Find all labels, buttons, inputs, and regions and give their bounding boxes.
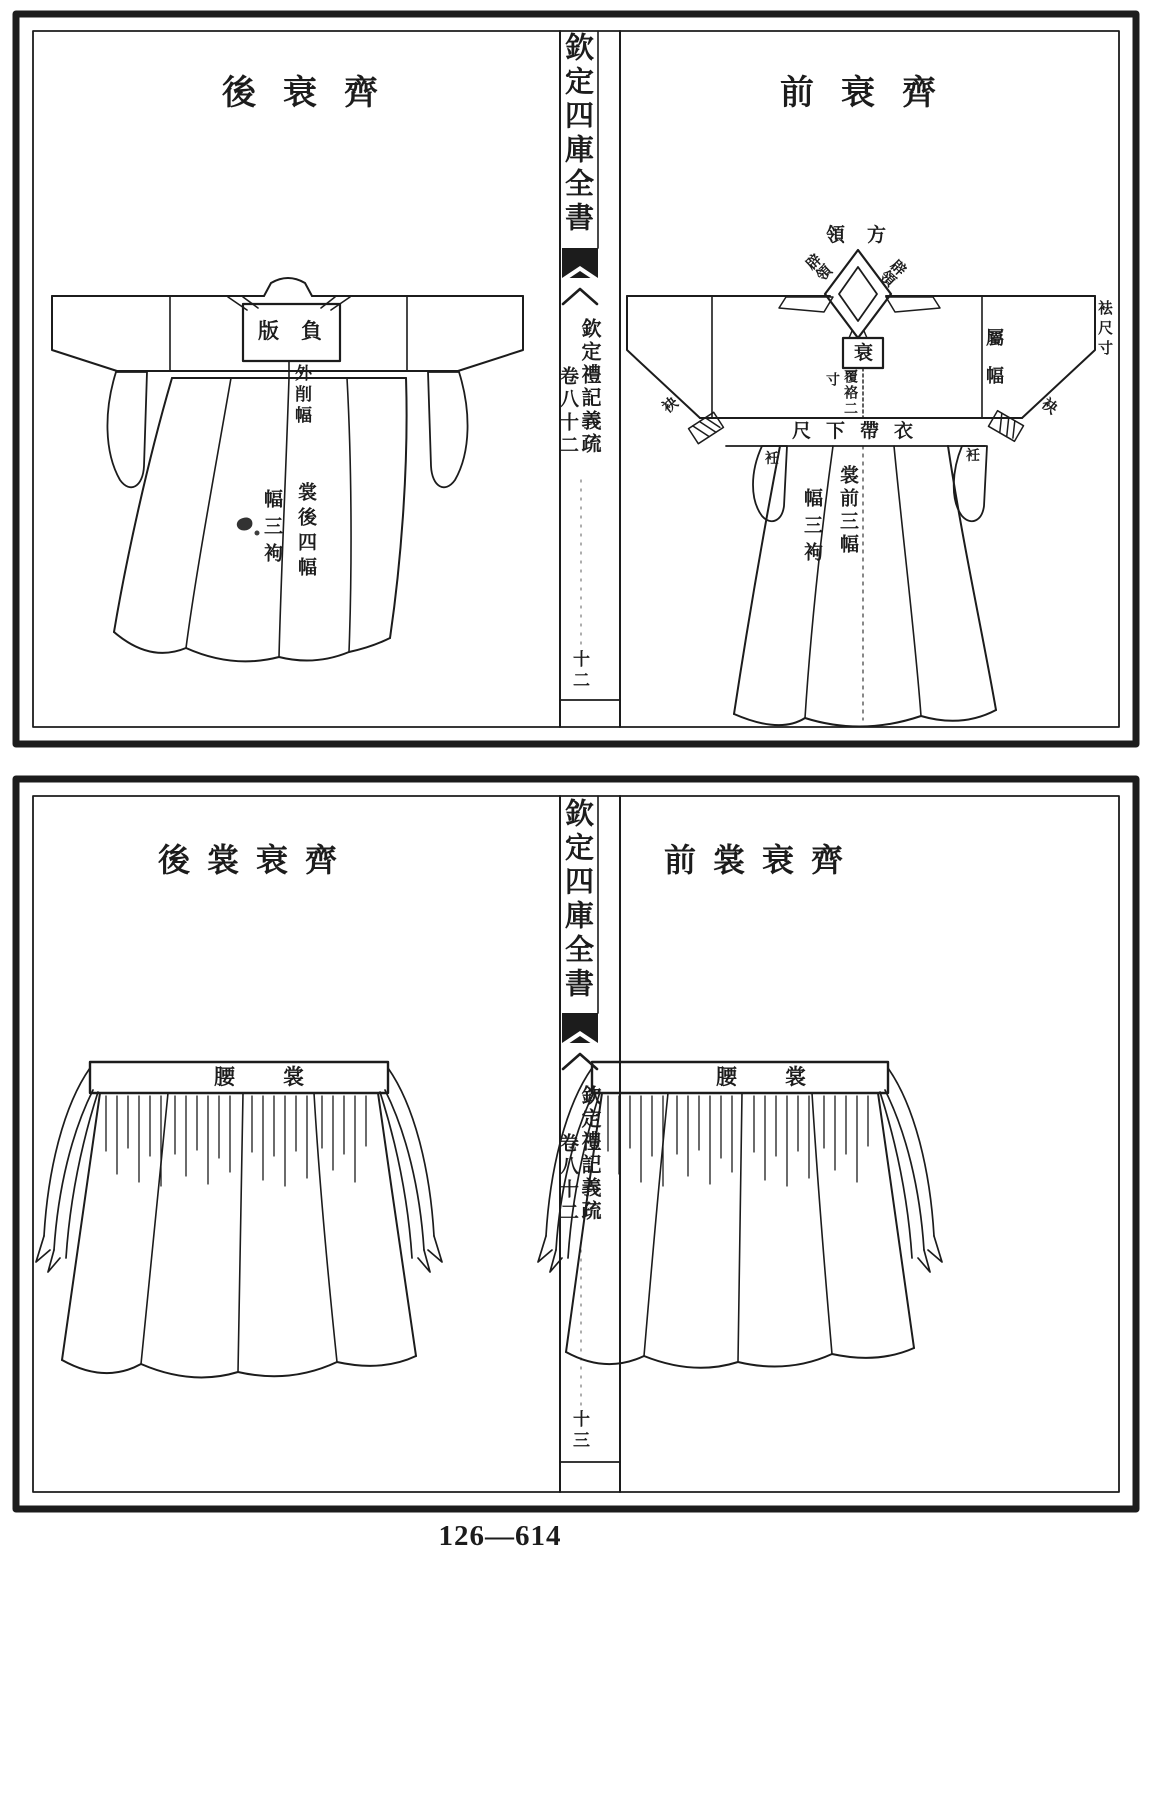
patch-note-main: 覆袼二 [842,369,858,417]
tie-knot-icon-right [989,411,1024,442]
sleeve-left-label: 袂 [658,393,682,417]
catalog-number: 126—614 [438,1520,562,1552]
back-patch-label: 版負 [258,319,344,343]
back-skirt-diagram [36,1062,442,1377]
spine-folio-page1: 十二 [569,650,589,692]
spine-work-title: 欽定禮記義疏 [578,1085,602,1223]
front-skirt-label-sub: 幅三袧 [801,488,823,569]
patch-note-side: 寸 [824,372,840,386]
spine-volume-label: 卷八十二 [557,1133,579,1225]
fishtail-marker-icon [562,1013,598,1069]
spine-series-title: 欽定四庫全書 [561,32,595,236]
page1-right-title: 前衰齊 [780,73,963,113]
flap-left-label: 衽 [765,451,779,467]
back-skirt-label-main: 裳後四幅 [295,482,317,582]
spine-work-title: 欽定禮記義疏 [578,318,602,456]
page2-left-title: 後裳衰齊 [158,841,355,879]
back-skirt-waistband-label: 腰裳 [214,1065,352,1089]
spine-volume-label: 卷八十二 [557,366,579,458]
flap-right-label: 衽 [966,448,980,464]
breast-patch-label: 衰 [854,342,874,364]
tie-knot-icon-left [689,412,724,443]
front-skirt-label-main: 裳前三幅 [837,465,859,557]
ink-smudge [237,517,253,530]
front-skirt-waistband-label: 腰裳 [716,1065,854,1089]
cuff-label: 袪尺寸 [1096,300,1114,360]
lapel-right-label: 辟領 [876,255,911,290]
front-garment-diagram [627,250,1095,727]
page2-right-title: 前裳衰齊 [664,841,861,879]
spine-folio-page2: 十三 [569,1410,589,1452]
lapel-left-label: 辟領 [801,250,836,285]
page1-left-title: 後衰齊 [222,73,405,113]
collar-label: 領方 [826,224,909,246]
waistband-measure-label: 尺下帶衣 [792,420,929,442]
spine-series-title: 欽定四庫全書 [561,798,595,1002]
fishtail-marker-icon [562,248,598,304]
outer-seam-label: 外削幅 [291,364,311,427]
back-skirt-label-sub: 幅三袧 [261,489,283,570]
sleeve-right-label: 袂 [1038,394,1062,418]
width-label: 屬幅 [983,328,1004,404]
